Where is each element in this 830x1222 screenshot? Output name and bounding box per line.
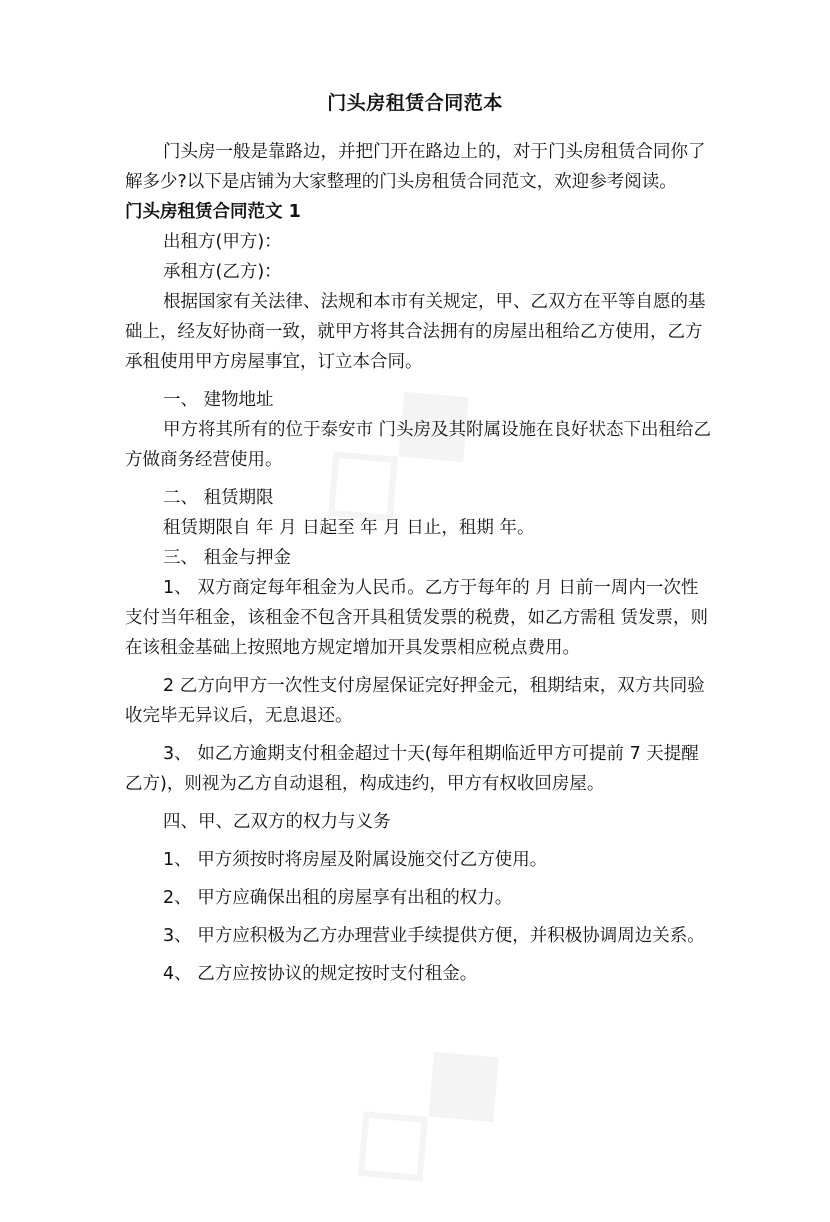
section-heading: 二、 租赁期限 bbox=[163, 488, 274, 508]
section-heading: 三、 租金与押金 bbox=[163, 548, 292, 568]
section-subtitle: 门头房租赁合同范文 1 bbox=[125, 202, 301, 222]
paragraph: 1、 双方商定每年租金为人民币。乙方于每年的 月 日前一周内一次性支付当年租金，该租金不包含开具租赁发票的税费，如乙方需租 赁发票，则在该租金基础上按照地方规定增加开具发票相应税点费用。 bbox=[125, 578, 709, 658]
paragraph: 甲方将其所有的位于泰安市 门头房及其附属设施在良好状态下出租给乙方做商务经营使用。 bbox=[125, 420, 712, 470]
document-body bbox=[125, 137, 715, 989]
document-title: 门头房租赁合同范本 bbox=[327, 92, 503, 114]
paragraph: 2、 甲方应确保出租的房屋享有出租的权力。 bbox=[163, 888, 513, 908]
paragraph: 根据国家有关法律、法规和本市有关规定，甲、乙双方在平等自愿的基础上，经友好协商一致，就甲方将其合法拥有的房屋出租给乙方使用，乙方承租使用甲方房屋事宜，订立本合同。 bbox=[125, 292, 706, 372]
paragraph: 承租方(乙方)： bbox=[163, 262, 282, 282]
paragraph: 出租方(甲方)： bbox=[163, 232, 282, 252]
paragraph: 2 乙方向甲方一次性支付房屋保证完好押金元，租期结束，双方共同验收完毕无异议后，无息退还。 bbox=[125, 676, 705, 726]
intro-paragraph: 门头房一般是靠路边，并把门开在路边上的，对于门头房租赁合同你了解多少?以下是店铺为大家整理的门头房租赁合同范文，欢迎参考阅读。 bbox=[125, 142, 706, 192]
section-heading: 四、甲、乙双方的权力与义务 bbox=[163, 812, 391, 832]
paragraph: 1、 甲方须按时将房屋及附属设施交付乙方使用。 bbox=[163, 850, 548, 870]
paragraph: 3、 甲方应积极为乙方办理营业手续提供方便，并积极协调周边关系。 bbox=[163, 926, 705, 946]
watermark bbox=[307, 997, 538, 1222]
paragraph: 租赁期限自 年 月 日起至 年 月 日止，租期 年。 bbox=[163, 518, 535, 538]
section-heading: 一、 建物地址 bbox=[163, 390, 274, 410]
paragraph: 3、 如乙方逾期支付租金超过十天(每年租期临近甲方可提前 7 天提醒乙方)，则视为乙方自动退租，构成违约，甲方有权收回房屋。 bbox=[125, 744, 699, 794]
paragraph: 4、 乙方应按协议的规定按时支付租金。 bbox=[163, 964, 478, 984]
